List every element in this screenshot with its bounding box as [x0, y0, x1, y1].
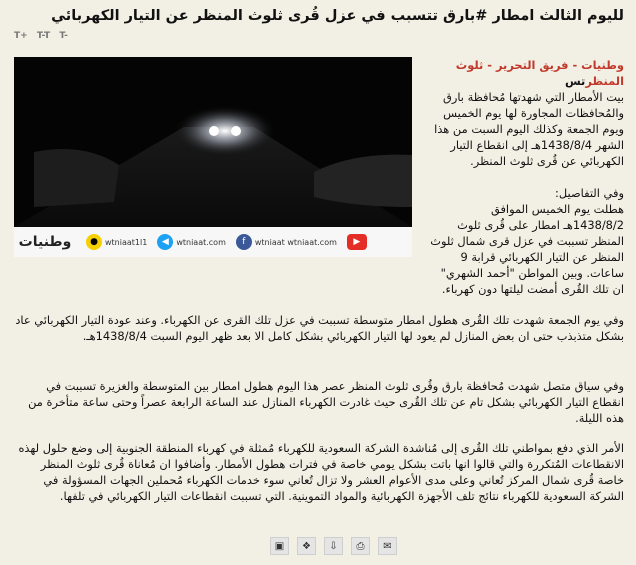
brand-logo: وطنيات	[18, 234, 72, 250]
snapchat-icon: ●	[86, 234, 102, 250]
article-meta-suffix: تس	[564, 74, 586, 88]
article-title: لليوم الثالث امطار #بارق تتسبب في عزل قُرى ثلوث المنظر عن التيار الكهربائي	[51, 8, 624, 24]
email-icon[interactable]: ✉	[378, 537, 397, 555]
article-intro: بيت الأمطار التي شهدتها مُحافظة بارق والمُحافظات المجاورة لها يوم الخميس ويوم الجمعة وكذلك اليوم السبت من هذا الشهر 1438/8/4هـ إلى انقطاع التيار الكهربائي عن قُرى ثلوث المنظر.	[434, 90, 624, 168]
facebook-icon: f	[236, 234, 252, 250]
youtube-icon: ▶	[347, 234, 367, 250]
article-lead-column	[430, 57, 624, 297]
social-twitter	[157, 234, 226, 250]
night-road-photo	[14, 57, 412, 227]
article-meta	[430, 57, 624, 89]
download-icon[interactable]: ⇩	[324, 537, 343, 555]
article-image	[14, 57, 412, 257]
social-snapchat	[86, 234, 147, 250]
social-facebook	[236, 234, 337, 250]
font-size-large[interactable]: T+	[14, 31, 28, 41]
article-toolbar	[270, 537, 405, 555]
bookmark-icon[interactable]: ❖	[297, 537, 316, 555]
twitter-icon: ◀	[157, 234, 173, 250]
article-paragraph-friday: وفي يوم الجمعة شهدت تلك القُرى هطول امطار متوسطة تسببت في عزل تلك القرى عن الكهرباء. وعند عودة التيار الكهربائي عاد بشكل متذبذب حتى ان بعض المنازل لم يعود لها التيار الكهربائي بشكل كامل الا بعد ظهر اليوم السبت 1438/8/4هـ.	[15, 313, 624, 343]
print-icon[interactable]: ⎙	[351, 537, 370, 555]
handle-facebook: wtniaat wtniaat.com	[254, 237, 337, 247]
article-paragraph-appeal: الأمر الذي دفع بمواطني تلك القُرى إلى مُناشدة الشركة السعودية للكهرباء مُمثلة في كهرباء المنطقة الجنوبية إلى وضع حلول لهذه الانقطاعات المُتكررة والتي قالوا انها باتت بشكل يومي خاصة في فترات هطول الأمطار. وأضافوا ان مُعاناة قُرى ثلوث المنظر خاصة قُرى شمال المركز تُعاني وعلى مدى الأعوام العشر ولا تزال تُعاني سوء خدمات الكهرباء مُحملين الجهات المسؤولة في الشركة السعودية للكهرباء نتائج تلف الأجهزة الكهربائية والمواد التموينية. التي تسببت انقطاعات التيار الكهربائي في تلفها.	[18, 441, 624, 503]
handle-twitter: wtniaat.com	[176, 237, 226, 247]
article-paragraph-saturday: وفي سياق متصل شهدت مُحافظة بارق وقُرى ثلوث المنظر عصر هذا اليوم هطول امطار بين المتوسطة والغزيرة تسببت في انقطاع التيار الكهربائي بشكل تام عن تلك القُرى حيث غادرت الكهرباء المنازل عند الساعة الرابعة عصراً وحتى ساعة متأخرة من هذه الليلة.	[28, 379, 624, 425]
qr-code-icon[interactable]: ▣	[270, 537, 289, 555]
font-size-reset[interactable]: T-T	[36, 31, 51, 41]
article-source: وطنيات - فريق التحرير - ثلوث المنظر	[455, 58, 624, 88]
details-heading: وفي التفاصيل:	[555, 186, 624, 200]
image-brand-bar	[14, 227, 412, 257]
font-size-controls	[14, 31, 74, 41]
handle-snapchat: wtniaat1l1	[105, 237, 148, 247]
font-size-small[interactable]: T-	[59, 31, 68, 41]
details-paragraph: هطلت يوم الخميس الموافق 1438/8/2هـ امطار على قُرى ثلوث المنظر تسببت في عزل قرى شمال ثلوث المنظر عن التيار الكهربائي قرابة 9 ساعات. وبين المواطن "أحمد الشهري" ان تلك القُرى أمضت ليلتها دون كهرباء.	[430, 202, 624, 296]
social-youtube	[347, 234, 370, 250]
